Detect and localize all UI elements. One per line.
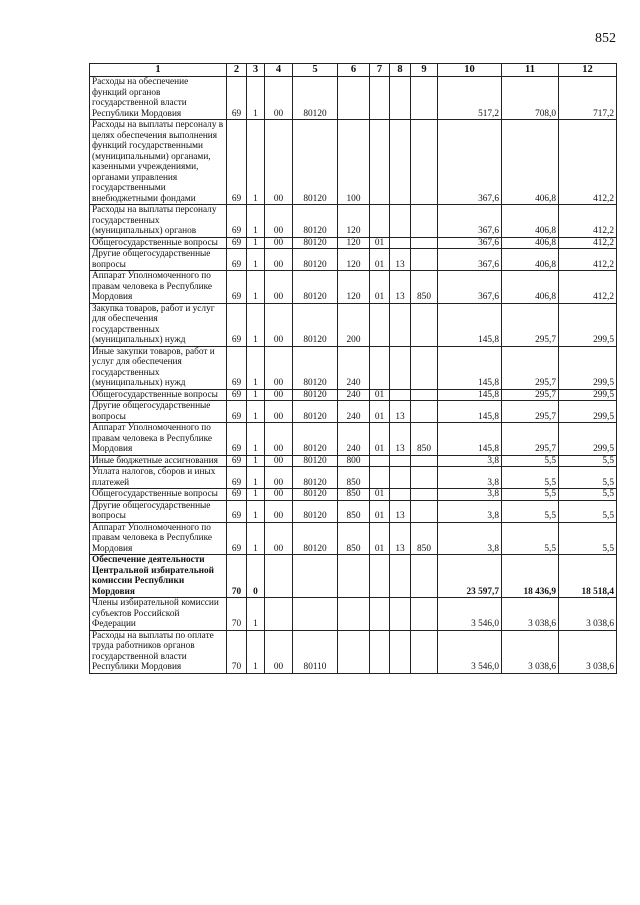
cell-col-6: 200 — [338, 303, 370, 346]
column-header: 12 — [559, 64, 617, 77]
cell-col-12: 3 038,6 — [559, 630, 617, 673]
cell-col-10: 367,6 — [438, 271, 502, 304]
cell-col-11: 406,8 — [502, 271, 559, 304]
cell-col-9 — [411, 249, 438, 271]
cell-col-4: 00 — [265, 120, 293, 205]
row-name-cell: Аппарат Уполномоченного по правам человека в Республике Мордовия — [90, 522, 227, 555]
cell-col-10: 23 597,7 — [438, 555, 502, 598]
cell-col-9 — [411, 389, 438, 401]
cell-col-11: 295,7 — [502, 401, 559, 423]
column-header: 9 — [411, 64, 438, 77]
row-name-cell: Другие общегосударственные вопросы — [90, 401, 227, 423]
row-name-cell: Общегосударственные вопросы — [90, 389, 227, 401]
row-name-cell: Расходы на обеспечение функций органов государственной власти Республики Мордовия — [90, 77, 227, 120]
cell-col-11: 5,5 — [502, 489, 559, 501]
cell-col-5: 80120 — [293, 237, 338, 249]
cell-col-7 — [370, 555, 390, 598]
cell-col-7 — [370, 303, 390, 346]
cell-col-7: 01 — [370, 401, 390, 423]
row-name-cell: Закупка товаров, работ и услуг для обеспечения государственных (муниципальных) нужд — [90, 303, 227, 346]
table-row — [90, 303, 617, 346]
cell-col-2: 69 — [227, 120, 247, 205]
cell-col-12: 299,5 — [559, 401, 617, 423]
cell-col-4: 00 — [265, 500, 293, 522]
cell-col-6: 240 — [338, 423, 370, 456]
table-row — [90, 630, 617, 673]
cell-col-4: 00 — [265, 249, 293, 271]
cell-col-6: 850 — [338, 489, 370, 501]
page-number: 852 — [595, 31, 616, 46]
table-row — [90, 401, 617, 423]
row-name-cell: Иные бюджетные ассигнования — [90, 455, 227, 467]
cell-col-4: 00 — [265, 423, 293, 456]
cell-col-8 — [390, 489, 411, 501]
cell-col-3: 1 — [247, 303, 265, 346]
cell-col-4: 00 — [265, 489, 293, 501]
cell-col-10: 145,8 — [438, 346, 502, 389]
cell-col-8: 13 — [390, 401, 411, 423]
cell-col-5: 80120 — [293, 389, 338, 401]
row-name-cell: Общегосударственные вопросы — [90, 489, 227, 501]
column-header: 7 — [370, 64, 390, 77]
budget-table — [89, 63, 617, 674]
cell-col-3: 1 — [247, 423, 265, 456]
cell-col-10: 145,8 — [438, 423, 502, 456]
cell-col-5: 80120 — [293, 500, 338, 522]
row-name-cell: Общегосударственные вопросы — [90, 237, 227, 249]
cell-col-5: 80120 — [293, 522, 338, 555]
cell-col-11: 5,5 — [502, 455, 559, 467]
column-header: 6 — [338, 64, 370, 77]
cell-col-10: 367,6 — [438, 249, 502, 271]
cell-col-12: 717,2 — [559, 77, 617, 120]
cell-col-5 — [293, 555, 338, 598]
cell-col-6: 100 — [338, 120, 370, 205]
cell-col-12: 299,5 — [559, 303, 617, 346]
table-row — [90, 346, 617, 389]
cell-col-2: 69 — [227, 303, 247, 346]
cell-col-8: 13 — [390, 423, 411, 456]
table-row — [90, 467, 617, 489]
cell-col-2: 69 — [227, 389, 247, 401]
cell-col-11: 295,7 — [502, 346, 559, 389]
table-row — [90, 237, 617, 249]
cell-col-3: 1 — [247, 271, 265, 304]
cell-col-6: 120 — [338, 237, 370, 249]
cell-col-8 — [390, 555, 411, 598]
cell-col-8: 13 — [390, 500, 411, 522]
cell-col-6: 850 — [338, 500, 370, 522]
cell-col-7 — [370, 205, 390, 238]
cell-col-7 — [370, 346, 390, 389]
cell-col-10: 145,8 — [438, 303, 502, 346]
table-row — [90, 271, 617, 304]
cell-col-11: 295,7 — [502, 389, 559, 401]
cell-col-7: 01 — [370, 389, 390, 401]
cell-col-8 — [390, 630, 411, 673]
cell-col-6: 240 — [338, 401, 370, 423]
cell-col-7: 01 — [370, 237, 390, 249]
cell-col-8 — [390, 598, 411, 631]
cell-col-2: 69 — [227, 423, 247, 456]
table-row — [90, 249, 617, 271]
cell-col-5: 80120 — [293, 77, 338, 120]
cell-col-7: 01 — [370, 489, 390, 501]
cell-col-3: 1 — [247, 455, 265, 467]
cell-col-2: 69 — [227, 77, 247, 120]
cell-col-7 — [370, 455, 390, 467]
table-row — [90, 205, 617, 238]
cell-col-9 — [411, 467, 438, 489]
cell-col-2: 69 — [227, 237, 247, 249]
cell-col-9 — [411, 598, 438, 631]
cell-col-3: 1 — [247, 237, 265, 249]
cell-col-4: 00 — [265, 303, 293, 346]
column-header: 10 — [438, 64, 502, 77]
cell-col-11: 295,7 — [502, 303, 559, 346]
cell-col-2: 70 — [227, 555, 247, 598]
table-row — [90, 423, 617, 456]
cell-col-12: 412,2 — [559, 271, 617, 304]
cell-col-10: 3,8 — [438, 455, 502, 467]
cell-col-8 — [390, 77, 411, 120]
cell-col-10: 3 546,0 — [438, 630, 502, 673]
cell-col-8: 13 — [390, 271, 411, 304]
cell-col-11: 708,0 — [502, 77, 559, 120]
cell-col-12: 5,5 — [559, 522, 617, 555]
cell-col-2: 69 — [227, 346, 247, 389]
cell-col-10: 3,8 — [438, 489, 502, 501]
cell-col-7: 01 — [370, 500, 390, 522]
cell-col-5: 80120 — [293, 455, 338, 467]
cell-col-10: 367,6 — [438, 205, 502, 238]
cell-col-8 — [390, 455, 411, 467]
cell-col-2: 69 — [227, 455, 247, 467]
cell-col-12: 18 518,4 — [559, 555, 617, 598]
column-header: 11 — [502, 64, 559, 77]
cell-col-10: 145,8 — [438, 401, 502, 423]
cell-col-4: 00 — [265, 205, 293, 238]
cell-col-4 — [265, 598, 293, 631]
cell-col-11: 406,8 — [502, 249, 559, 271]
cell-col-2: 69 — [227, 205, 247, 238]
cell-col-6 — [338, 598, 370, 631]
cell-col-11: 406,8 — [502, 120, 559, 205]
table-row — [90, 522, 617, 555]
cell-col-3: 1 — [247, 120, 265, 205]
cell-col-2: 69 — [227, 522, 247, 555]
cell-col-7 — [370, 77, 390, 120]
cell-col-12: 299,5 — [559, 346, 617, 389]
cell-col-9 — [411, 555, 438, 598]
cell-col-9 — [411, 77, 438, 120]
cell-col-6: 120 — [338, 249, 370, 271]
column-header: 8 — [390, 64, 411, 77]
cell-col-11: 5,5 — [502, 467, 559, 489]
cell-col-3: 0 — [247, 555, 265, 598]
row-name-cell: Расходы на выплаты персоналу в целях обеспечения выполнения функций государственными (муниципальными) органами, казенными учреждениями, органами управления государственными внебюджетными фондами — [90, 120, 227, 205]
cell-col-3: 1 — [247, 630, 265, 673]
cell-col-3: 1 — [247, 500, 265, 522]
cell-col-2: 70 — [227, 630, 247, 673]
cell-col-3: 1 — [247, 77, 265, 120]
cell-col-8 — [390, 389, 411, 401]
cell-col-11: 406,8 — [502, 237, 559, 249]
column-header: 1 — [90, 64, 227, 77]
cell-col-8 — [390, 205, 411, 238]
table-row — [90, 489, 617, 501]
cell-col-11: 5,5 — [502, 500, 559, 522]
cell-col-4: 00 — [265, 401, 293, 423]
cell-col-7 — [370, 120, 390, 205]
cell-col-12: 5,5 — [559, 467, 617, 489]
column-header: 5 — [293, 64, 338, 77]
cell-col-3: 1 — [247, 522, 265, 555]
cell-col-5: 80120 — [293, 346, 338, 389]
cell-col-4: 00 — [265, 237, 293, 249]
cell-col-6: 120 — [338, 271, 370, 304]
cell-col-3: 1 — [247, 346, 265, 389]
table-row — [90, 555, 617, 598]
cell-col-7 — [370, 467, 390, 489]
cell-col-6 — [338, 77, 370, 120]
row-name-cell: Расходы на выплаты по оплате труда работников органов государственной власти Республики Мордовия — [90, 630, 227, 673]
table-row — [90, 389, 617, 401]
row-name-cell: Аппарат Уполномоченного по правам человека в Республике Мордовия — [90, 423, 227, 456]
cell-col-12: 299,5 — [559, 389, 617, 401]
cell-col-10: 367,6 — [438, 120, 502, 205]
table-row — [90, 455, 617, 467]
cell-col-7 — [370, 630, 390, 673]
cell-col-7: 01 — [370, 249, 390, 271]
cell-col-12: 5,5 — [559, 455, 617, 467]
row-name-cell: Расходы на выплаты персоналу государственных (муниципальных) органов — [90, 205, 227, 238]
cell-col-4: 00 — [265, 455, 293, 467]
row-name-cell: Уплата налогов, сборов и иных платежей — [90, 467, 227, 489]
cell-col-2: 69 — [227, 500, 247, 522]
cell-col-12: 3 038,6 — [559, 598, 617, 631]
cell-col-8: 13 — [390, 522, 411, 555]
row-name-cell: Другие общегосударственные вопросы — [90, 249, 227, 271]
cell-col-4: 00 — [265, 77, 293, 120]
cell-col-10: 3 546,0 — [438, 598, 502, 631]
cell-col-12: 412,2 — [559, 120, 617, 205]
cell-col-5: 80120 — [293, 303, 338, 346]
cell-col-5: 80120 — [293, 120, 338, 205]
row-name-cell: Обеспечение деятельности Центральной избирательной комиссии Республики Мордовия — [90, 555, 227, 598]
cell-col-9 — [411, 303, 438, 346]
cell-col-9 — [411, 237, 438, 249]
cell-col-5: 80120 — [293, 249, 338, 271]
cell-col-9 — [411, 120, 438, 205]
cell-col-5: 80120 — [293, 401, 338, 423]
cell-col-9 — [411, 455, 438, 467]
cell-col-3: 1 — [247, 598, 265, 631]
cell-col-8 — [390, 120, 411, 205]
cell-col-2: 69 — [227, 271, 247, 304]
cell-col-9: 850 — [411, 271, 438, 304]
cell-col-12: 412,2 — [559, 237, 617, 249]
cell-col-2: 69 — [227, 467, 247, 489]
cell-col-2: 69 — [227, 401, 247, 423]
cell-col-11: 406,8 — [502, 205, 559, 238]
cell-col-6: 850 — [338, 467, 370, 489]
table-header-row — [90, 64, 617, 77]
cell-col-8 — [390, 467, 411, 489]
row-name-cell: Иные закупки товаров, работ и услуг для обеспечения государственных (муниципальных) нужд — [90, 346, 227, 389]
cell-col-12: 412,2 — [559, 249, 617, 271]
cell-col-9 — [411, 401, 438, 423]
cell-col-6: 240 — [338, 389, 370, 401]
cell-col-5: 80120 — [293, 467, 338, 489]
table-row — [90, 120, 617, 205]
cell-col-6 — [338, 630, 370, 673]
cell-col-7: 01 — [370, 522, 390, 555]
cell-col-5: 80110 — [293, 630, 338, 673]
column-header: 3 — [247, 64, 265, 77]
cell-col-10: 145,8 — [438, 389, 502, 401]
cell-col-7: 01 — [370, 423, 390, 456]
cell-col-10: 367,6 — [438, 237, 502, 249]
cell-col-3: 1 — [247, 401, 265, 423]
cell-col-3: 1 — [247, 489, 265, 501]
cell-col-10: 517,2 — [438, 77, 502, 120]
cell-col-12: 5,5 — [559, 489, 617, 501]
cell-col-7: 01 — [370, 271, 390, 304]
cell-col-4: 00 — [265, 467, 293, 489]
cell-col-12: 412,2 — [559, 205, 617, 238]
table-row — [90, 500, 617, 522]
cell-col-5: 80120 — [293, 205, 338, 238]
cell-col-9 — [411, 500, 438, 522]
cell-col-3: 1 — [247, 205, 265, 238]
cell-col-5: 80120 — [293, 423, 338, 456]
cell-col-12: 5,5 — [559, 500, 617, 522]
column-header: 2 — [227, 64, 247, 77]
cell-col-4: 00 — [265, 271, 293, 304]
cell-col-11: 295,7 — [502, 423, 559, 456]
cell-col-9 — [411, 630, 438, 673]
cell-col-11: 18 436,9 — [502, 555, 559, 598]
cell-col-10: 3,8 — [438, 522, 502, 555]
cell-col-3: 1 — [247, 389, 265, 401]
cell-col-6 — [338, 555, 370, 598]
cell-col-4: 00 — [265, 346, 293, 389]
table-row — [90, 598, 617, 631]
cell-col-5: 80120 — [293, 271, 338, 304]
cell-col-3: 1 — [247, 249, 265, 271]
cell-col-2: 70 — [227, 598, 247, 631]
cell-col-9 — [411, 205, 438, 238]
row-name-cell: Другие общегосударственные вопросы — [90, 500, 227, 522]
cell-col-4: 00 — [265, 522, 293, 555]
cell-col-9 — [411, 346, 438, 389]
table-row — [90, 77, 617, 120]
cell-col-9: 850 — [411, 423, 438, 456]
cell-col-8 — [390, 346, 411, 389]
cell-col-10: 3,8 — [438, 467, 502, 489]
cell-col-7 — [370, 598, 390, 631]
cell-col-11: 5,5 — [502, 522, 559, 555]
cell-col-12: 299,5 — [559, 423, 617, 456]
cell-col-4: 00 — [265, 389, 293, 401]
cell-col-6: 240 — [338, 346, 370, 389]
cell-col-6: 850 — [338, 522, 370, 555]
cell-col-9: 850 — [411, 522, 438, 555]
cell-col-6: 120 — [338, 205, 370, 238]
cell-col-6: 800 — [338, 455, 370, 467]
cell-col-9 — [411, 489, 438, 501]
cell-col-8 — [390, 237, 411, 249]
cell-col-11: 3 038,6 — [502, 598, 559, 631]
column-header: 4 — [265, 64, 293, 77]
cell-col-8 — [390, 303, 411, 346]
cell-col-10: 3,8 — [438, 500, 502, 522]
cell-col-2: 69 — [227, 249, 247, 271]
cell-col-5: 80120 — [293, 489, 338, 501]
cell-col-8: 13 — [390, 249, 411, 271]
cell-col-4 — [265, 555, 293, 598]
cell-col-4: 00 — [265, 630, 293, 673]
cell-col-3: 1 — [247, 467, 265, 489]
row-name-cell: Аппарат Уполномоченного по правам человека в Республике Мордовия — [90, 271, 227, 304]
cell-col-11: 3 038,6 — [502, 630, 559, 673]
cell-col-5 — [293, 598, 338, 631]
cell-col-2: 69 — [227, 489, 247, 501]
row-name-cell: Члены избирательной комиссии субъектов Российской Федерации — [90, 598, 227, 631]
